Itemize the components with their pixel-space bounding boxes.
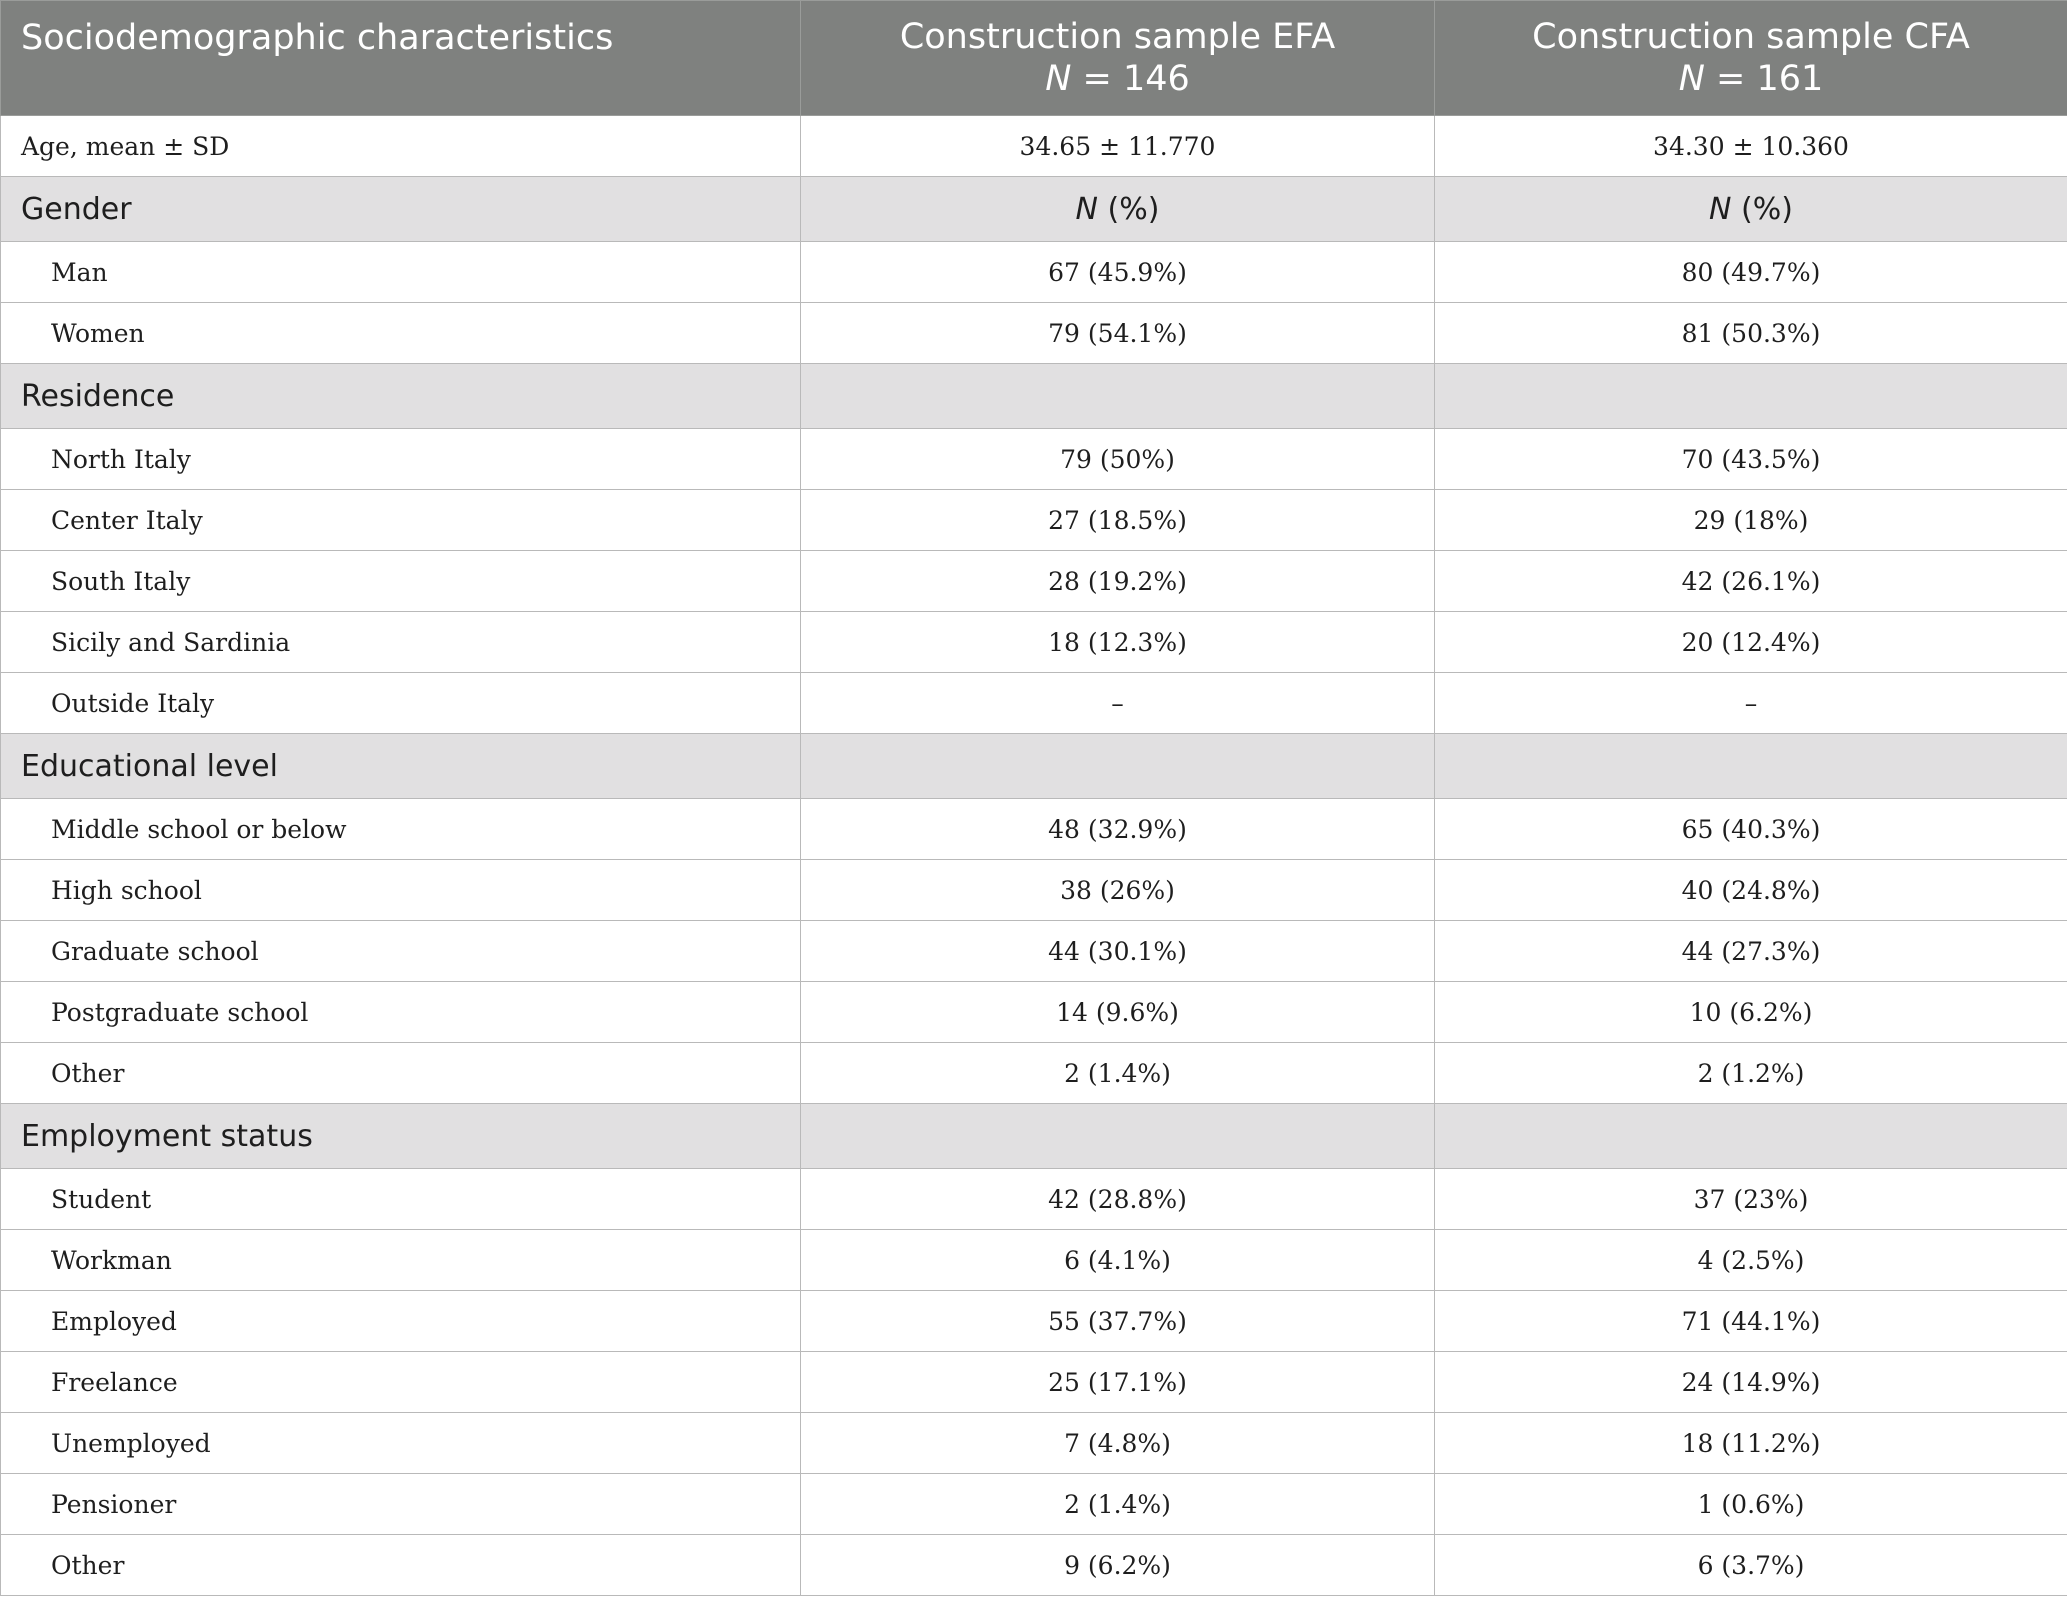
row-label: Unemployed (1, 1413, 801, 1474)
row-cfa-value: 4 (2.5%) (1435, 1230, 2067, 1291)
header-cfa-n-label: N (1678, 59, 1705, 99)
row-efa-value: 2 (1.4%) (801, 1474, 1435, 1535)
table-row (1, 921, 2067, 982)
table-row (1, 1413, 2067, 1474)
header-cfa-n-value: = 161 (1704, 59, 1824, 99)
row-cfa-value: 24 (14.9%) (1435, 1352, 2067, 1413)
row-cfa-value: 2 (1.2%) (1435, 1043, 2067, 1104)
header-efa-n-value: = 146 (1071, 59, 1190, 99)
gender-efa-unit (801, 177, 1435, 242)
section-gender (1, 177, 2067, 242)
table-row (1, 799, 2067, 860)
gender-cfa-pct: (%) (1731, 191, 1793, 227)
row-label: Postgraduate school (1, 982, 801, 1043)
row-efa-value: 38 (26%) (801, 860, 1435, 921)
age-cfa: 34.30 ± 10.360 (1435, 116, 2067, 177)
row-label: High school (1, 860, 801, 921)
row-label: Student (1, 1169, 801, 1230)
age-efa: 34.65 ± 11.770 (801, 116, 1435, 177)
row-cfa-value: 6 (3.7%) (1435, 1535, 2067, 1596)
header-efa (801, 1, 1435, 116)
section-residence (1, 364, 2067, 429)
header-cfa-title: Construction sample CFA (1532, 17, 1970, 57)
section-title: Residence (1, 364, 801, 429)
row-cfa-value: 10 (6.2%) (1435, 982, 2067, 1043)
table-row (1, 860, 2067, 921)
section-empty-cell (1435, 364, 2067, 429)
row-label: Pensioner (1, 1474, 801, 1535)
row-cfa-value: 70 (43.5%) (1435, 429, 2067, 490)
section-empty-cell (801, 364, 1435, 429)
row-cfa-value: 44 (27.3%) (1435, 921, 2067, 982)
row-efa-value: 14 (9.6%) (801, 982, 1435, 1043)
row-cfa-value: 71 (44.1%) (1435, 1291, 2067, 1352)
header-efa-title: Construction sample EFA (899, 17, 1336, 57)
row-cfa-value: 18 (11.2%) (1435, 1413, 2067, 1474)
row-label: Man (1, 242, 801, 303)
table-row (1, 303, 2067, 364)
header-characteristics: Sociodemographic characteristics (1, 1, 801, 116)
table-row (1, 242, 2067, 303)
row-label: Graduate school (1, 921, 801, 982)
header-efa-n-label: N (1045, 59, 1072, 99)
row-label: Middle school or below (1, 799, 801, 860)
section-empty-cell (801, 1104, 1435, 1169)
section-education (1, 734, 2067, 799)
gender-efa-pct: (%) (1098, 191, 1160, 227)
row-efa-value: 2 (1.4%) (801, 1043, 1435, 1104)
row-cfa-value: 42 (26.1%) (1435, 551, 2067, 612)
row-efa-value: 67 (45.9%) (801, 242, 1435, 303)
row-efa-value: 44 (30.1%) (801, 921, 1435, 982)
table-row (1, 1352, 2067, 1413)
age-label: Age, mean ± SD (1, 116, 801, 177)
row-efa-value: 28 (19.2%) (801, 551, 1435, 612)
table-header (1, 1, 2067, 116)
table-row (1, 1291, 2067, 1352)
table-row (1, 673, 2067, 734)
table-row (1, 1169, 2067, 1230)
table-row (1, 490, 2067, 551)
section-empty-cell (1435, 734, 2067, 799)
row-label: Workman (1, 1230, 801, 1291)
header-cfa (1435, 1, 2067, 116)
table-row (1, 982, 2067, 1043)
row-efa-value: 25 (17.1%) (801, 1352, 1435, 1413)
section-employment (1, 1104, 2067, 1169)
header-row (1, 1, 2067, 116)
row-efa-value: 79 (50%) (801, 429, 1435, 490)
row-label: North Italy (1, 429, 801, 490)
row-efa-value: 42 (28.8%) (801, 1169, 1435, 1230)
row-label: Sicily and Sardinia (1, 612, 801, 673)
row-label: Outside Italy (1, 673, 801, 734)
row-label: Center Italy (1, 490, 801, 551)
row-cfa-value: 40 (24.8%) (1435, 860, 2067, 921)
table-row (1, 429, 2067, 490)
gender-cfa-n: N (1709, 191, 1732, 227)
table-body (1, 116, 2067, 1596)
row-cfa-value: 65 (40.3%) (1435, 799, 2067, 860)
section-title: Educational level (1, 734, 801, 799)
row-label: South Italy (1, 551, 801, 612)
table-row (1, 551, 2067, 612)
row-cfa-value: 81 (50.3%) (1435, 303, 2067, 364)
table-row (1, 1535, 2067, 1596)
section-empty-cell (1435, 1104, 2067, 1169)
row-efa-value: 6 (4.1%) (801, 1230, 1435, 1291)
row-cfa-value: 37 (23%) (1435, 1169, 2067, 1230)
row-cfa-value: 20 (12.4%) (1435, 612, 2067, 673)
table-row (1, 1474, 2067, 1535)
row-efa-value: 79 (54.1%) (801, 303, 1435, 364)
row-label: Employed (1, 1291, 801, 1352)
table-row (1, 612, 2067, 673)
row-label: Other (1, 1535, 801, 1596)
row-label: Other (1, 1043, 801, 1104)
row-label: Women (1, 303, 801, 364)
age-row (1, 116, 2067, 177)
row-efa-value: 9 (6.2%) (801, 1535, 1435, 1596)
row-cfa-value: 1 (0.6%) (1435, 1474, 2067, 1535)
row-efa-value: 18 (12.3%) (801, 612, 1435, 673)
section-title: Gender (1, 177, 801, 242)
table-row (1, 1043, 2067, 1104)
gender-efa-n: N (1075, 191, 1098, 227)
row-efa-value: – (801, 673, 1435, 734)
row-label: Freelance (1, 1352, 801, 1413)
row-efa-value: 55 (37.7%) (801, 1291, 1435, 1352)
row-cfa-value: 80 (49.7%) (1435, 242, 2067, 303)
section-title: Employment status (1, 1104, 801, 1169)
row-efa-value: 7 (4.8%) (801, 1413, 1435, 1474)
row-cfa-value: 29 (18%) (1435, 490, 2067, 551)
gender-cfa-unit (1435, 177, 2067, 242)
table-row (1, 1230, 2067, 1291)
section-empty-cell (801, 734, 1435, 799)
row-efa-value: 27 (18.5%) (801, 490, 1435, 551)
row-cfa-value: – (1435, 673, 2067, 734)
row-efa-value: 48 (32.9%) (801, 799, 1435, 860)
